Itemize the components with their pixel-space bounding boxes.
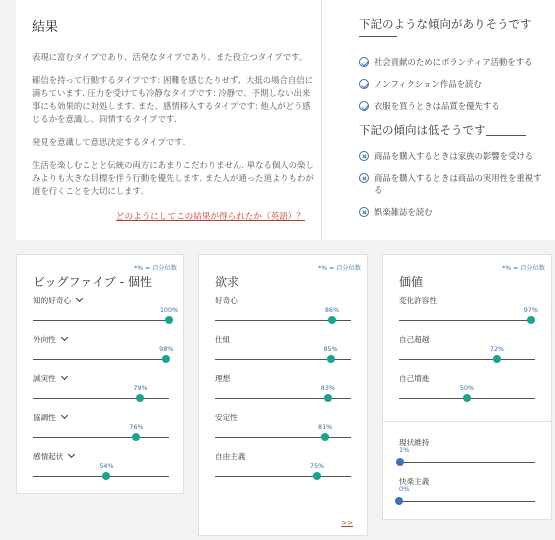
slider-track (33, 359, 169, 360)
slider-dot (165, 316, 173, 324)
value-conservation: 現状維持 1% (399, 437, 535, 467)
unlikely-item: 商品を購入するときは商品の実用性を重視する (359, 172, 545, 196)
value-self-enhancement: 自己増進 50% (399, 373, 535, 403)
chevron-down-icon[interactable] (61, 334, 68, 341)
percent-value: 0% (399, 485, 410, 493)
title-underline (486, 135, 526, 136)
value-openness-to-change: 変化許容性 97% (399, 295, 535, 325)
slider-track (33, 398, 169, 399)
percent-value: 85% (323, 345, 338, 353)
likely-item: 社会貢献のためにボランティア活動をする (359, 56, 545, 68)
how-results-link[interactable]: どのようにしてこの結果が得られたか（英語）？ (115, 212, 305, 222)
check-circle-icon (359, 79, 369, 89)
slider-track (33, 320, 169, 321)
x-circle-icon (359, 207, 369, 217)
percentile-note: *% = 百分位数 (134, 265, 177, 272)
percent-value: 54% (99, 462, 114, 470)
slider-dot (395, 497, 403, 505)
value-hedonism: 快楽主義 0% (399, 476, 535, 506)
slider-dot (493, 355, 501, 363)
slider-track (215, 476, 351, 477)
percent-value: 83% (320, 384, 335, 392)
result-section (16, 0, 322, 240)
needs-card (198, 254, 368, 536)
percent-value: 81% (318, 423, 333, 431)
slider-dot (102, 472, 110, 480)
slider-dot (162, 355, 170, 363)
trait-openness[interactable]: 知的好奇心 100% (33, 295, 169, 325)
more-link[interactable]: >> (341, 519, 353, 527)
percentile-note: *% = 百分位数 (502, 265, 545, 272)
chevron-down-icon[interactable] (61, 373, 68, 380)
unlikely-title: 下記の傾向は低そうです (359, 122, 545, 138)
likely-item: 衣服を買うときは品質を優先する (359, 100, 545, 112)
slider-track (33, 437, 169, 438)
big-five-card (16, 254, 184, 494)
trait-conscientiousness[interactable]: 誠実性 79% (33, 373, 169, 403)
trait-extraversion[interactable]: 外向性 98% (33, 334, 169, 364)
result-title: 結果 (32, 20, 59, 35)
tendencies-section (341, 0, 555, 240)
percent-value: 79% (133, 384, 148, 392)
slider-track (399, 359, 535, 360)
percent-value: 86% (324, 306, 340, 314)
percent-value: 97% (523, 306, 539, 314)
need-structure: 仕組 85% (215, 334, 351, 364)
slider-dot (396, 458, 404, 466)
check-circle-icon (359, 101, 369, 111)
summary-panel (16, 0, 555, 240)
title-underline (359, 36, 397, 37)
percent-value: 50% (459, 384, 475, 392)
likely-item: ノンフィクション作品を読む (359, 78, 545, 90)
big-five-title: ビッグファイブ - 個性 (33, 275, 152, 289)
unlikely-item: 娯楽雑誌を読む (359, 206, 545, 218)
slider-dot (321, 433, 329, 441)
result-paragraph: 発見を意識して意思決定するタイプです. (32, 137, 186, 147)
need-curiosity: 好奇心 86% (215, 295, 351, 325)
slider-dot (313, 472, 321, 480)
values-title: 価値 (399, 275, 424, 289)
check-circle-icon (359, 57, 369, 67)
slider-dot (463, 394, 471, 402)
slider-dot (327, 355, 335, 363)
percent-value: 98% (159, 345, 174, 353)
slider-dot (324, 394, 332, 402)
percent-value: 1% (399, 446, 410, 454)
chevron-down-icon[interactable] (68, 451, 75, 458)
slider-dot (132, 433, 140, 441)
value-self-transcendence: 自己超越 72% (399, 334, 535, 364)
trait-emotional-range[interactable]: 感情起伏 54% (33, 451, 169, 481)
result-paragraph: 表現に富むタイプであり、活発なタイプであり、また役立つタイプです。 (32, 52, 308, 62)
divider (383, 421, 551, 422)
likely-title: 下記のような傾向がありそうです (359, 17, 532, 31)
percent-value: 76% (129, 423, 144, 431)
slider-track (399, 320, 535, 321)
slider-dot (527, 316, 535, 324)
percentile-note: *% = 百分位数 (318, 265, 361, 272)
unlikely-item: 商品を購入するときは家族の影響を受ける (359, 150, 545, 162)
percent-value: 75% (309, 462, 325, 470)
slider-track (215, 437, 351, 438)
chevron-down-icon[interactable] (61, 412, 68, 419)
chevron-down-icon[interactable] (76, 295, 83, 302)
x-circle-icon (359, 151, 369, 161)
result-paragraph: 確信を持って行動するタイプです: 困難を感じたりせず、大抵の場合自信に満ちています. 圧力を受けても冷静なタイプです: 冷静で、予期しない出来事にも効果的に対処します. また、感情移入するタイプです: 他人がどう感じるかを意識し、同情するタイプです. (32, 75, 314, 124)
slider-track (399, 462, 535, 463)
values-card (382, 254, 552, 520)
slider-dot (136, 394, 144, 402)
need-stability: 安定性 81% (215, 412, 351, 442)
needs-title: 欲求 (215, 275, 240, 289)
percent-value: 72% (489, 345, 505, 353)
result-paragraph: 生活を楽しむことと伝統の両方にあまりこだわりません. 単なる個人の楽しみよりも大きな目標を伴う行動を優先します. また人が通った道よりもわが道を行くことを大切にします. (32, 160, 314, 196)
slider-dot (328, 316, 336, 324)
percent-value: 100% (159, 306, 179, 314)
need-ideal: 理想 83% (215, 373, 351, 403)
slider-track (33, 476, 169, 477)
trait-agreeableness[interactable]: 協調性 76% (33, 412, 169, 442)
need-liberty: 自由主義 75% (215, 451, 351, 481)
slider-track (399, 501, 535, 502)
x-circle-icon (359, 173, 369, 183)
